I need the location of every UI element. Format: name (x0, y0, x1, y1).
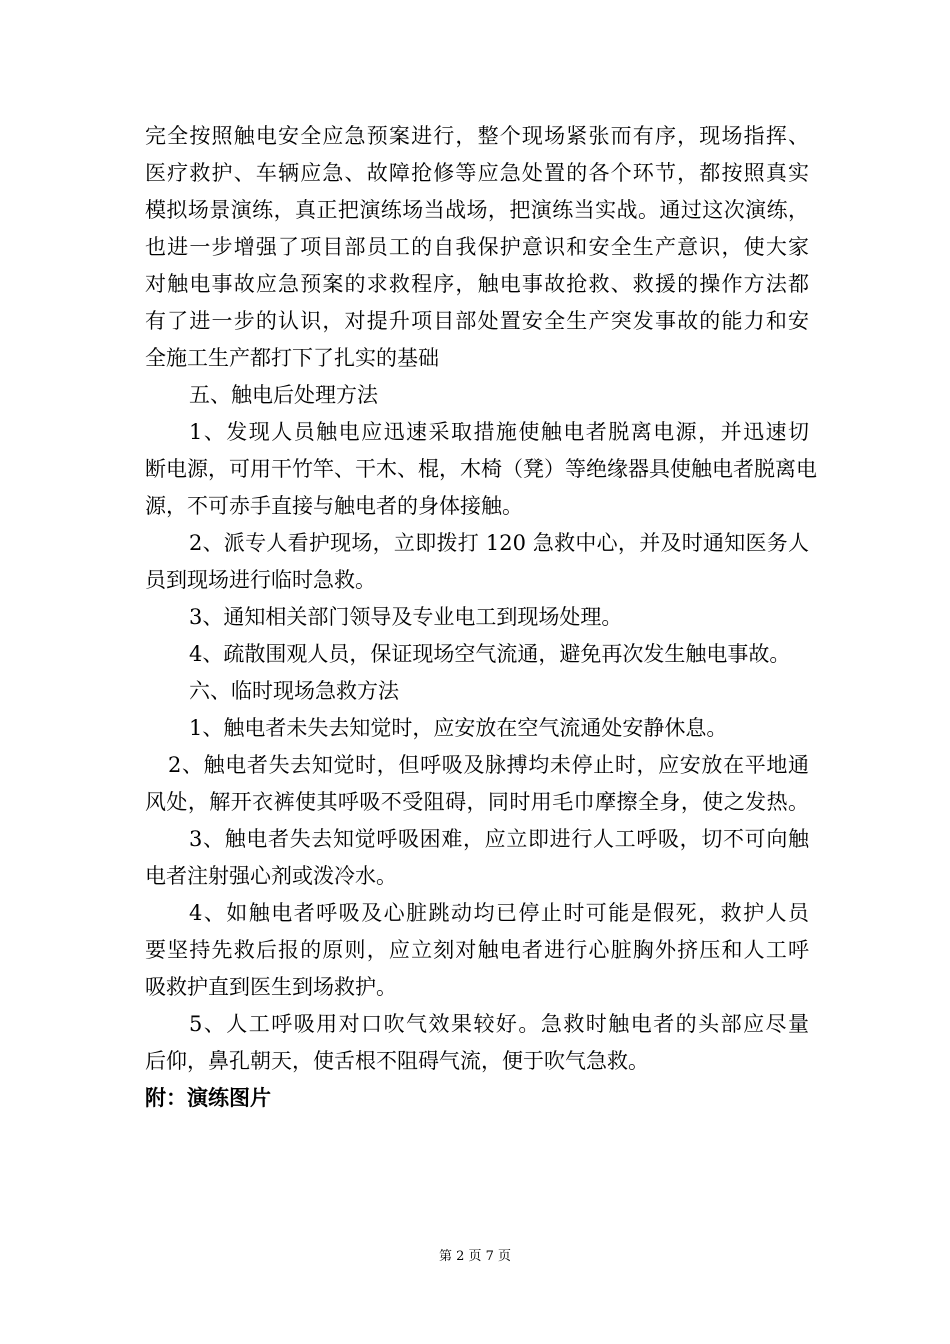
list-item-line: 2、触电者失去知觉时，但呼吸及脉搏均未停止时，应安放在平地通 (168, 753, 809, 777)
paragraph-line: 完全按照触电安全应急预案进行，整个现场紧张而有序，现场指挥、 (145, 124, 809, 148)
list-item-line: 5、人工呼吸用对口吹气效果较好。急救时触电者的头部应尽量 (189, 1012, 809, 1036)
section-heading-5: 五、触电后处理方法 (189, 383, 378, 407)
appendix-heading: 附：演练图片 (145, 1086, 271, 1110)
paragraph-line: 模拟场景演练，真正把演练场当战场，把演练当实战。通过这次演练， (145, 198, 809, 222)
section-heading-6: 六、临时现场急救方法 (189, 679, 399, 703)
list-item-line: 断电源，可用干竹竿、干木、棍，木椅（凳）等绝缘器具使触电者脱离电 (145, 457, 817, 481)
list-item-line: 1、发现人员触电应迅速采取措施使触电者脱离电源，并迅速切 (189, 420, 809, 444)
list-item-line: 电者注射强心剂或泼冷水。 (145, 864, 397, 888)
paragraph-line: 有了进一步的认识，对提升项目部处置安全生产突发事故的能力和安 (145, 309, 809, 333)
list-item-line: 4、疏散围观人员，保证现场空气流通，避免再次发生触电事故。 (189, 642, 791, 666)
list-item-line: 风处，解开衣裤使其呼吸不受阻碍，同时用毛巾摩擦全身，使之发热。 (145, 790, 809, 814)
list-item-line: 3、通知相关部门领导及专业电工到现场处理。 (189, 605, 623, 629)
list-item-line: 2、派专人看护现场，立即拨打 120 急救中心，并及时通知医务人 (189, 531, 809, 555)
list-item-line: 3、触电者失去知觉呼吸困难，应立即进行人工呼吸，切不可向触 (189, 827, 809, 851)
list-item-line: 源，不可赤手直接与触电者的身体接触。 (145, 494, 523, 518)
paragraph-line: 全施工生产都打下了扎实的基础 (145, 346, 439, 370)
paragraph-line: 医疗救护、车辆应急、故障抢修等应急处置的各个环节，都按照真实 (145, 161, 809, 185)
paragraph-line: 对触电事故应急预案的求救程序，触电事故抢救、救援的操作方法都 (145, 272, 809, 296)
list-item-line: 员到现场进行临时急救。 (145, 568, 376, 592)
page-footer: 第 2 页 7 页 (438, 1249, 512, 1264)
list-item-line: 后仰，鼻孔朝天，使舌根不阻碍气流，便于吹气急救。 (145, 1049, 649, 1073)
list-item-line: 要坚持先救后报的原则，应立刻对触电者进行心脏胸外挤压和人工呼 (145, 938, 809, 962)
document-body (145, 118, 817, 1117)
paragraph-line: 也进一步增强了项目部员工的自我保护意识和安全生产意识，使大家 (145, 235, 809, 259)
list-item-line: 4、如触电者呼吸及心脏跳动均已停止时可能是假死，救护人员 (189, 901, 809, 925)
list-item-line: 吸救护直到医生到场救护。 (145, 975, 397, 999)
list-item-line: 1、触电者未失去知觉时，应安放在空气流通处安静休息。 (189, 716, 728, 740)
